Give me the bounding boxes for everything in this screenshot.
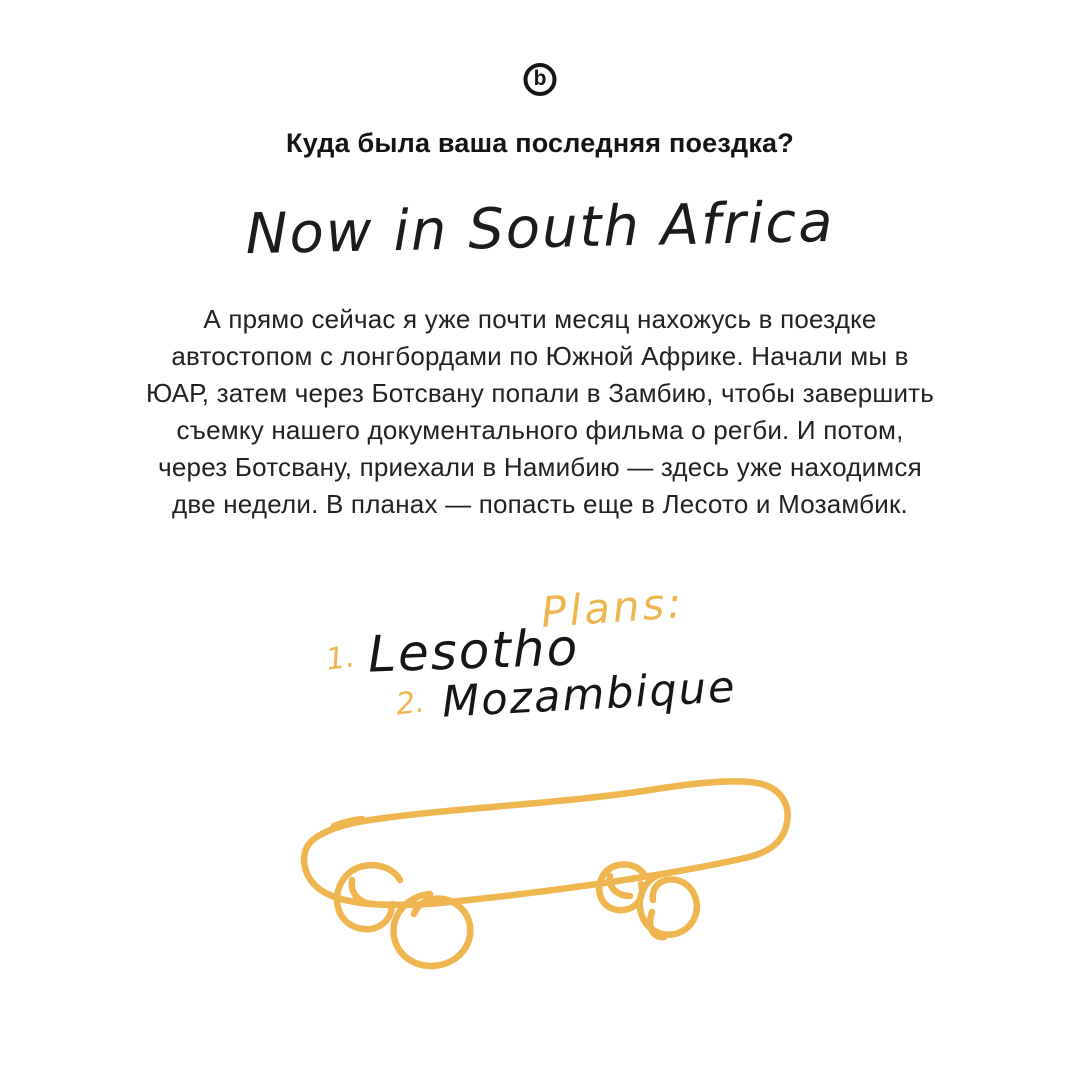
skateboard-pen-mark bbox=[334, 819, 362, 826]
plan-item-number: 2. bbox=[394, 684, 427, 723]
paragraph-line: две недели. В планах — попасть еще в Лесото и Мозамбик. bbox=[172, 489, 908, 519]
skateboard-wheel-inner bbox=[610, 876, 630, 896]
answer-paragraph bbox=[0, 301, 1080, 523]
handwritten-note: Now in South Africa bbox=[244, 189, 836, 268]
skateboard-wheel bbox=[640, 874, 697, 935]
skateboard-wheel-inner bbox=[352, 880, 374, 904]
brand-logo-letter: b bbox=[533, 67, 547, 90]
skateboard-wheel-tail bbox=[650, 912, 664, 937]
plans-label: Plans: bbox=[539, 578, 686, 637]
paragraph-line: через Ботсвану, приехали в Намибию — здесь уже находимся bbox=[158, 452, 922, 482]
plan-item-number: 1. bbox=[323, 639, 357, 678]
skateboard-wheel bbox=[337, 865, 400, 929]
brand-logo-icon bbox=[524, 63, 557, 96]
paragraph-line: ЮАР, затем через Ботсвану попали в Замбию, чтобы завершить bbox=[145, 378, 935, 408]
skateboard-deck bbox=[304, 781, 788, 905]
plan-item-name-mozambique: Mozambique bbox=[440, 662, 738, 728]
skateboard-wheel bbox=[599, 864, 645, 910]
question-headline: Куда была ваша последняя поездка? bbox=[286, 128, 794, 158]
paragraph-line: автостопом с лонгбордами по Южной Африке. Начали мы в bbox=[171, 341, 909, 371]
plan-item-name-lesotho: Lesotho bbox=[367, 618, 581, 684]
paragraph-line: съемку нашего документального фильма о регби. И потом, bbox=[176, 415, 904, 445]
skateboard-wheel bbox=[393, 894, 470, 966]
paragraph-line: А прямо сейчас я уже почти месяц нахожусь в поездке bbox=[203, 304, 877, 334]
